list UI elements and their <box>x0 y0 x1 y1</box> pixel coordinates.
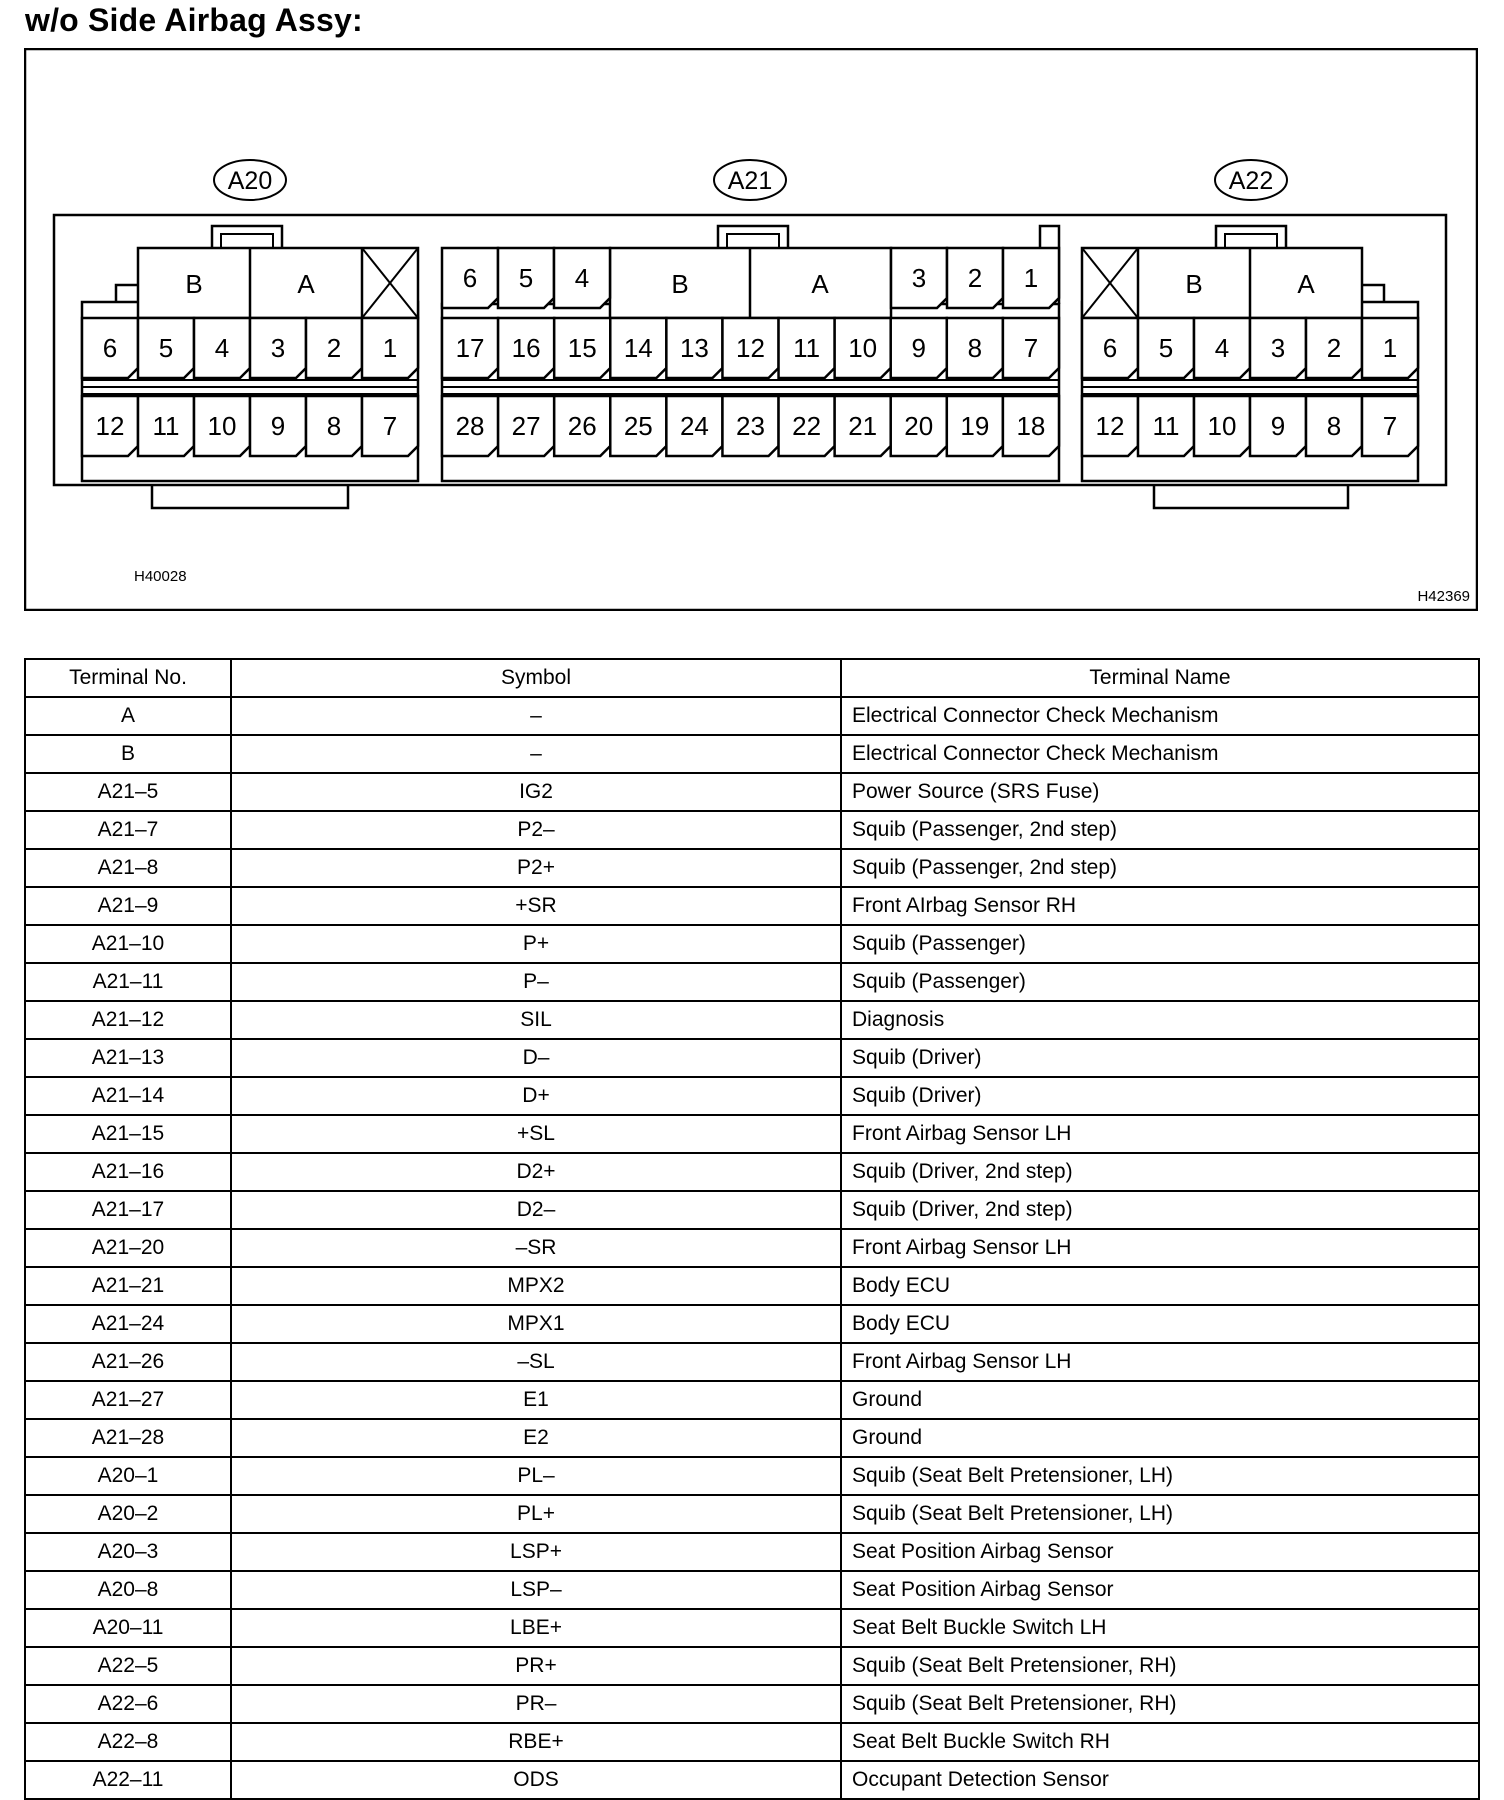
cell-terminal-name: Body ECU <box>841 1305 1479 1343</box>
cell-terminal-name: Electrical Connector Check Mechanism <box>841 735 1479 773</box>
cell-terminal-name: Squib (Driver, 2nd step) <box>841 1191 1479 1229</box>
cell-symbol: +SL <box>231 1115 841 1153</box>
svg-text:8: 8 <box>1326 411 1342 441</box>
terminal-table <box>24 658 1480 1800</box>
a20-pin-12 <box>82 396 138 456</box>
cell-terminal-name: Squib (Driver) <box>841 1077 1479 1115</box>
a20-pin-11 <box>138 396 194 456</box>
cell-terminal-name: Power Source (SRS Fuse) <box>841 773 1479 811</box>
table-row <box>25 773 1479 811</box>
svg-text:5: 5 <box>1158 333 1174 363</box>
cell-terminal-no: A20–11 <box>25 1609 231 1647</box>
a21-pin-13 <box>666 318 722 378</box>
cell-symbol: IG2 <box>231 773 841 811</box>
cell-symbol: E1 <box>231 1381 841 1419</box>
svg-text:3: 3 <box>911 263 927 293</box>
table-row <box>25 1419 1479 1457</box>
svg-text:22: 22 <box>792 411 822 441</box>
figure-code-left: H40028 <box>134 568 187 585</box>
svg-text:4: 4 <box>574 263 590 293</box>
cell-terminal-no: A22–8 <box>25 1723 231 1761</box>
cell-symbol: PL– <box>231 1457 841 1495</box>
cell-symbol: D– <box>231 1039 841 1077</box>
cell-terminal-no: A <box>25 697 231 735</box>
svg-text:7: 7 <box>382 411 398 441</box>
cell-symbol: E2 <box>231 1419 841 1457</box>
cell-terminal-no: A21–16 <box>25 1153 231 1191</box>
cell-symbol: SIL <box>231 1001 841 1039</box>
table-row <box>25 963 1479 1001</box>
cell-symbol: +SR <box>231 887 841 925</box>
cell-symbol: PL+ <box>231 1495 841 1533</box>
a21-pin-23 <box>722 396 778 456</box>
table-row <box>25 1229 1479 1267</box>
cell-terminal-name: Squib (Passenger, 2nd step) <box>841 811 1479 849</box>
a21-pin-14 <box>610 318 666 378</box>
a21-pin-15 <box>554 318 610 378</box>
table-row <box>25 1761 1479 1799</box>
svg-text:18: 18 <box>1016 411 1046 441</box>
cell-terminal-name: Seat Belt Buckle Switch RH <box>841 1723 1479 1761</box>
table-row <box>25 1001 1479 1039</box>
cell-symbol: P+ <box>231 925 841 963</box>
a21-pin-8 <box>947 318 1003 378</box>
a20-pin-2 <box>306 318 362 378</box>
svg-text:13: 13 <box>679 333 709 363</box>
cell-terminal-name: Diagnosis <box>841 1001 1479 1039</box>
a21-pin-5 <box>498 248 554 308</box>
svg-text:24: 24 <box>679 411 709 441</box>
a21-pin-1 <box>1003 248 1059 308</box>
table-row <box>25 1381 1479 1419</box>
cell-symbol: P– <box>231 963 841 1001</box>
table-row <box>25 1723 1479 1761</box>
a21-pin-2 <box>947 248 1003 308</box>
connector-diagram <box>24 48 1478 611</box>
cell-terminal-no: A20–1 <box>25 1457 231 1495</box>
svg-text:A21: A21 <box>727 167 773 195</box>
table-row <box>25 1077 1479 1115</box>
cell-symbol: ODS <box>231 1761 841 1799</box>
cell-symbol: MPX2 <box>231 1267 841 1305</box>
svg-text:21: 21 <box>848 411 878 441</box>
table-row <box>25 1533 1479 1571</box>
svg-text:11: 11 <box>793 333 821 363</box>
a21-pin-25 <box>610 396 666 456</box>
cell-terminal-name: Seat Position Airbag Sensor <box>841 1533 1479 1571</box>
a21-pin-7 <box>1003 318 1059 378</box>
svg-text:17: 17 <box>455 333 485 363</box>
svg-text:12: 12 <box>95 411 125 441</box>
header-terminal-no: Terminal No. <box>25 659 231 697</box>
cell-terminal-name: Squib (Passenger) <box>841 963 1479 1001</box>
a21-pin-3 <box>891 248 947 308</box>
a20-pin-7 <box>362 396 418 456</box>
svg-text:1: 1 <box>1382 333 1398 363</box>
table-row <box>25 1267 1479 1305</box>
header-terminal-name: Terminal Name <box>841 659 1479 697</box>
cell-terminal-no: A21–15 <box>25 1115 231 1153</box>
a21-pin-4 <box>554 248 610 308</box>
svg-text:10: 10 <box>848 333 878 363</box>
svg-text:8: 8 <box>967 333 983 363</box>
svg-text:23: 23 <box>736 411 765 441</box>
connector-a21 <box>442 226 1059 481</box>
svg-text:4: 4 <box>214 333 230 363</box>
cell-symbol: MPX1 <box>231 1305 841 1343</box>
a22-pin-3 <box>1250 318 1306 378</box>
cell-terminal-no: A21–10 <box>25 925 231 963</box>
cell-terminal-no: A21–8 <box>25 849 231 887</box>
a20-pin-6 <box>82 318 138 378</box>
a21-pin-20 <box>891 396 947 456</box>
a22-pin-12 <box>1082 396 1138 456</box>
a20-pin-10 <box>194 396 250 456</box>
svg-text:19: 19 <box>960 411 990 441</box>
a20-pin-3 <box>250 318 306 378</box>
cell-symbol: – <box>231 735 841 773</box>
cell-symbol: LBE+ <box>231 1609 841 1647</box>
table-row <box>25 1685 1479 1723</box>
table-row <box>25 697 1479 735</box>
cell-terminal-no: A22–6 <box>25 1685 231 1723</box>
cell-terminal-no: A21–14 <box>25 1077 231 1115</box>
cell-terminal-name: Body ECU <box>841 1267 1479 1305</box>
connector-label-a20 <box>214 160 286 200</box>
svg-text:9: 9 <box>1270 411 1286 441</box>
cell-symbol: RBE+ <box>231 1723 841 1761</box>
cell-terminal-no: A21–13 <box>25 1039 231 1077</box>
svg-text:26: 26 <box>567 411 597 441</box>
svg-text:8: 8 <box>326 411 342 441</box>
cell-symbol: D2– <box>231 1191 841 1229</box>
cell-symbol: –SL <box>231 1343 841 1381</box>
a21-pin-19 <box>947 396 1003 456</box>
cell-terminal-name: Squib (Seat Belt Pretensioner, RH) <box>841 1647 1479 1685</box>
svg-text:2: 2 <box>967 263 983 293</box>
cell-terminal-no: A21–20 <box>25 1229 231 1267</box>
a22-pin-1 <box>1362 318 1418 378</box>
table-row <box>25 1495 1479 1533</box>
a21-pin-18 <box>1003 396 1059 456</box>
svg-text:A22: A22 <box>1228 167 1274 195</box>
cell-terminal-no: A20–3 <box>25 1533 231 1571</box>
svg-text:7: 7 <box>1382 411 1398 441</box>
table-row <box>25 1191 1479 1229</box>
a20-pin-1 <box>362 318 418 378</box>
table-row <box>25 1609 1479 1647</box>
a22-pin-5 <box>1138 318 1194 378</box>
cell-terminal-no: A21–5 <box>25 773 231 811</box>
a22-pin-4 <box>1194 318 1250 378</box>
cell-symbol: P2– <box>231 811 841 849</box>
cell-terminal-no: A22–11 <box>25 1761 231 1799</box>
a21-pin-22 <box>779 396 835 456</box>
cell-symbol: LSP+ <box>231 1533 841 1571</box>
a22-pin-2 <box>1306 318 1362 378</box>
cell-terminal-name: Squib (Seat Belt Pretensioner, LH) <box>841 1457 1479 1495</box>
cell-terminal-name: Squib (Passenger) <box>841 925 1479 963</box>
cell-terminal-name: Occupant Detection Sensor <box>841 1761 1479 1799</box>
cell-terminal-no: A21–11 <box>25 963 231 1001</box>
svg-text:3: 3 <box>1270 333 1286 363</box>
table-row <box>25 1457 1479 1495</box>
a21-pin-b: B <box>671 269 689 299</box>
svg-text:1: 1 <box>1023 263 1039 293</box>
svg-text:27: 27 <box>511 411 541 441</box>
a22-pin-8 <box>1306 396 1362 456</box>
table-row <box>25 1571 1479 1609</box>
svg-text:11: 11 <box>152 411 180 441</box>
cell-terminal-name: Squib (Seat Belt Pretensioner, LH) <box>841 1495 1479 1533</box>
table-row <box>25 1647 1479 1685</box>
cell-terminal-name: Electrical Connector Check Mechanism <box>841 697 1479 735</box>
cell-terminal-name: Squib (Seat Belt Pretensioner, RH) <box>841 1685 1479 1723</box>
a22-pin-9 <box>1250 396 1306 456</box>
svg-text:10: 10 <box>1207 411 1237 441</box>
a21-pin-28 <box>442 396 498 456</box>
a20-pin-b: B <box>185 269 203 299</box>
table-row <box>25 811 1479 849</box>
table-row <box>25 887 1479 925</box>
cell-terminal-name: Front Airbag Sensor LH <box>841 1115 1479 1153</box>
a21-pin-a: A <box>811 269 829 299</box>
a20-pin-a: A <box>297 269 315 299</box>
svg-text:7: 7 <box>1023 333 1039 363</box>
cell-terminal-no: A20–8 <box>25 1571 231 1609</box>
svg-text:6: 6 <box>1102 333 1118 363</box>
cell-terminal-name: Squib (Driver) <box>841 1039 1479 1077</box>
table-row <box>25 925 1479 963</box>
cell-terminal-name: Front Airbag Sensor LH <box>841 1229 1479 1267</box>
svg-text:9: 9 <box>270 411 286 441</box>
cell-terminal-name: Squib (Driver, 2nd step) <box>841 1153 1479 1191</box>
header-symbol: Symbol <box>231 659 841 697</box>
svg-text:14: 14 <box>623 333 653 363</box>
cell-symbol: PR+ <box>231 1647 841 1685</box>
a21-pin-17 <box>442 318 498 378</box>
svg-text:6: 6 <box>462 263 478 293</box>
a21-pin-24 <box>666 396 722 456</box>
cell-symbol: D+ <box>231 1077 841 1115</box>
table-row <box>25 1039 1479 1077</box>
table-row <box>25 735 1479 773</box>
a22-pin-10 <box>1194 396 1250 456</box>
table-row <box>25 1115 1479 1153</box>
svg-text:5: 5 <box>158 333 174 363</box>
a22-pin-6 <box>1082 318 1138 378</box>
cell-terminal-no: B <box>25 735 231 773</box>
svg-text:28: 28 <box>455 411 485 441</box>
connector-label-a22 <box>1215 160 1287 200</box>
table-row <box>25 849 1479 887</box>
cell-terminal-name: Seat Belt Buckle Switch LH <box>841 1609 1479 1647</box>
a21-pin-21 <box>835 396 891 456</box>
a22-pin-b: B <box>1185 269 1203 299</box>
svg-text:10: 10 <box>207 411 237 441</box>
cell-terminal-name: Squib (Passenger, 2nd step) <box>841 849 1479 887</box>
svg-text:25: 25 <box>623 411 653 441</box>
cell-terminal-no: A21–28 <box>25 1419 231 1457</box>
svg-text:11: 11 <box>1152 411 1180 441</box>
a21-pin-10 <box>835 318 891 378</box>
svg-text:6: 6 <box>102 333 118 363</box>
a21-pin-26 <box>554 396 610 456</box>
cell-terminal-no: A20–2 <box>25 1495 231 1533</box>
cell-symbol: –SR <box>231 1229 841 1267</box>
a21-pin-11 <box>779 318 835 378</box>
a20-pin-4 <box>194 318 250 378</box>
connector-label-a21 <box>714 160 786 200</box>
svg-text:A20: A20 <box>227 167 273 195</box>
a22-pin-11 <box>1138 396 1194 456</box>
a20-pin-8 <box>306 396 362 456</box>
a22-pin-a: A <box>1297 269 1315 299</box>
cell-symbol: – <box>231 697 841 735</box>
cell-symbol: PR– <box>231 1685 841 1723</box>
a21-pin-12 <box>722 318 778 378</box>
cell-terminal-no: A21–26 <box>25 1343 231 1381</box>
a21-pin-6 <box>442 248 498 308</box>
cell-terminal-no: A22–5 <box>25 1647 231 1685</box>
table-header-row <box>25 659 1479 697</box>
cell-symbol: D2+ <box>231 1153 841 1191</box>
svg-text:15: 15 <box>567 333 597 363</box>
svg-text:1: 1 <box>382 333 398 363</box>
figure-code-right: H42369 <box>1417 588 1470 605</box>
svg-text:20: 20 <box>904 411 934 441</box>
table-row <box>25 1343 1479 1381</box>
cell-symbol: P2+ <box>231 849 841 887</box>
a20-pin-9 <box>250 396 306 456</box>
svg-text:2: 2 <box>1326 333 1342 363</box>
cell-terminal-no: A21–12 <box>25 1001 231 1039</box>
svg-text:4: 4 <box>1214 333 1230 363</box>
svg-text:3: 3 <box>270 333 286 363</box>
a21-pin-27 <box>498 396 554 456</box>
cell-terminal-name: Front AIrbag Sensor RH <box>841 887 1479 925</box>
cell-terminal-no: A21–24 <box>25 1305 231 1343</box>
cell-terminal-no: A21–27 <box>25 1381 231 1419</box>
cell-terminal-no: A21–21 <box>25 1267 231 1305</box>
a21-pin-9 <box>891 318 947 378</box>
table-row <box>25 1153 1479 1191</box>
cell-terminal-name: Ground <box>841 1419 1479 1457</box>
svg-text:9: 9 <box>911 333 926 363</box>
cell-terminal-no: A21–9 <box>25 887 231 925</box>
a21-pin-16 <box>498 318 554 378</box>
a20-pin-5 <box>138 318 194 378</box>
cell-terminal-name: Front Airbag Sensor LH <box>841 1343 1479 1381</box>
svg-text:2: 2 <box>326 333 342 363</box>
cell-terminal-no: A21–17 <box>25 1191 231 1229</box>
cell-terminal-name: Seat Position Airbag Sensor <box>841 1571 1479 1609</box>
svg-text:5: 5 <box>518 263 534 293</box>
cell-terminal-name: Ground <box>841 1381 1479 1419</box>
cell-symbol: LSP– <box>231 1571 841 1609</box>
svg-text:12: 12 <box>736 333 765 363</box>
svg-text:12: 12 <box>1095 411 1125 441</box>
svg-text:16: 16 <box>511 333 541 363</box>
table-row <box>25 1305 1479 1343</box>
cell-terminal-no: A21–7 <box>25 811 231 849</box>
a22-pin-7 <box>1362 396 1418 456</box>
table-body <box>25 697 1479 1799</box>
page-title: w/o Side Airbag Assy: <box>25 2 363 38</box>
